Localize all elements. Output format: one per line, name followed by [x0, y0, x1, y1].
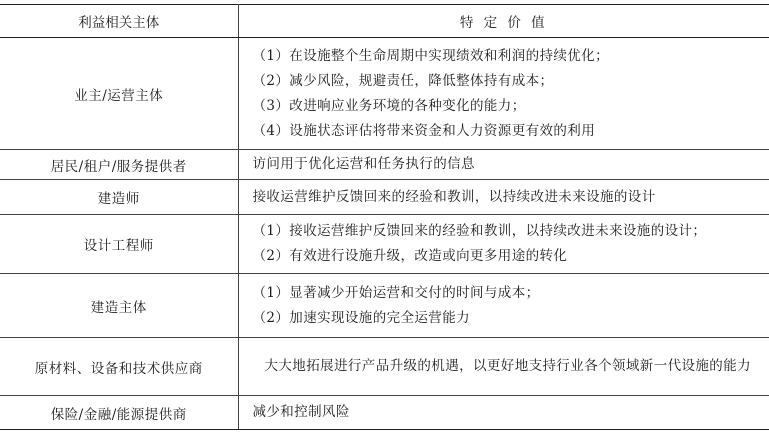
value-line: （2）减少风险，规避责任，降低整体持有成本； [252, 72, 554, 89]
stakeholder-cell: 原材料、设备和技术供应商 [0, 338, 238, 396]
table-row [0, 338, 769, 396]
value-line: 减少和控制风险 [252, 404, 350, 420]
table-row [0, 180, 769, 215]
value-line: （2）加速实现设施的完全运营能力 [252, 309, 470, 326]
table-row [0, 274, 769, 338]
value-cell [238, 396, 769, 430]
stakeholder-cell: 建造师 [0, 180, 238, 215]
value-line: 访问用于优化运营和任务执行的信息 [252, 156, 475, 172]
table-row [0, 150, 769, 180]
header-stakeholder: 利益相关主体 [0, 5, 238, 38]
stakeholder-cell: 建造主体 [0, 274, 238, 338]
value-line: 大大地拓展进行产品升级的机遇，以更好地支持行业各个领域新一代设施的能力 [264, 358, 751, 374]
stakeholder-cell: 业主/运营主体 [0, 38, 238, 150]
value-line: （3）改进响应业务环境的各种变化的能力； [252, 97, 526, 114]
header-value: 特 定 价 值 [238, 5, 769, 38]
value-line: （4）设施状态评估将带来资金和人力资源更有效的利用 [252, 122, 596, 139]
value-line: （2）有效进行设施升级，改造或向更多用途的转化 [252, 248, 568, 264]
value-cell [238, 215, 769, 274]
value-line: 接收运营维护反馈回来的经验和教训，以持续改进未来设施的设计 [252, 188, 656, 205]
value-cell [238, 150, 769, 180]
value-cell [238, 38, 769, 150]
value-cell [238, 338, 769, 396]
value-cell [238, 180, 769, 215]
table-row [0, 396, 769, 430]
value-line: （1）显著减少开始运营和交付的时间与成本； [252, 284, 540, 301]
stakeholder-cell: 设计工程师 [0, 215, 238, 274]
table-row [0, 215, 769, 274]
value-line: （1）接收运营维护反馈回来的经验和教训，以持续改进未来设施的设计； [252, 223, 707, 239]
stakeholder-value-table [0, 4, 769, 430]
table-header-row [0, 5, 769, 38]
value-line: （1）在设施整个生命周期中实现绩效和利润的持续优化； [252, 47, 609, 64]
table-row [0, 38, 769, 150]
value-cell [238, 274, 769, 338]
stakeholder-cell: 保险/金融/能源提供商 [0, 396, 238, 430]
stakeholder-cell: 居民/租户/服务提供者 [0, 150, 238, 180]
